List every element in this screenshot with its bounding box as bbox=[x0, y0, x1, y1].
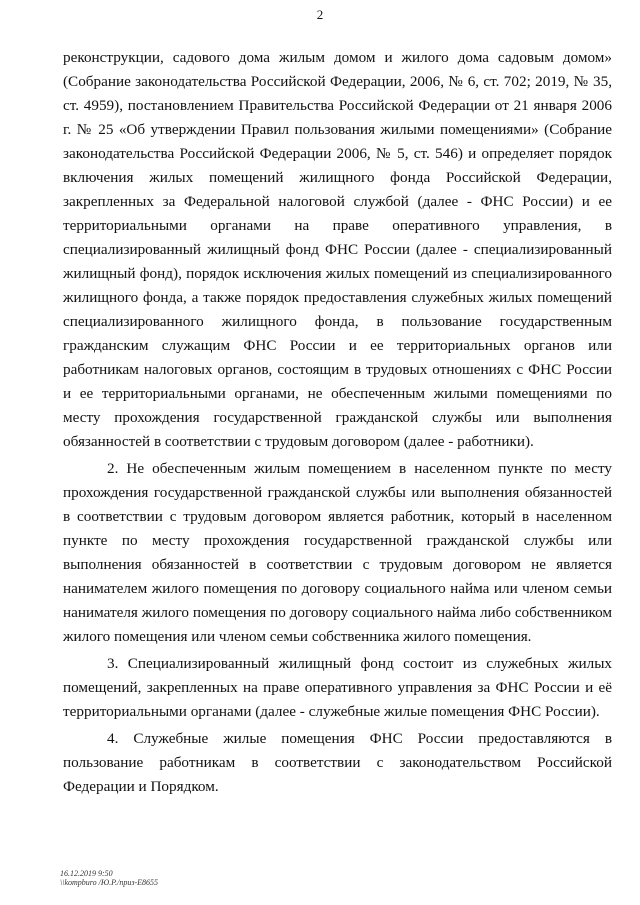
paragraph-1-continuation: реконструкции, садового дома жилым домом и жилого дома садовым домом» (Собрание законодательства Российской Федерации, 2006, № 6, ст. 702; 2019, № 35, ст. 4959), постановлением Правительства Российской Федерации от 21 января 2006 г. № 25 «Об утверждении Правил пользования жилыми помещениями» (Собрание законодательства Российской Федерации 2006, № 5, ст. 546) и определяет порядок включения жилых помещений жилищного фонда Российской Федерации, закрепленных за Федеральной налоговой службой (далее - ФНС России) и ее территориальными органами на праве оперативного управления, в специализированный жилищный фонд ФНС России (далее - специализированный жилищный фонд), порядок исключения жилых помещений из специализированного жилищного фонда, а также порядок предоставления служебных жилых помещений специализированного жилищного фонда, в пользование государственным гражданским служащим ФНС России и ее территориальных органов или работникам налоговых органов, состоящим в трудовых отношениях с ФНС России и ее территориальными органами, не обеспеченным жилыми помещениями по месту прохождения государственной гражданской службы или выполнения обязанностей в соответствии с трудовым договором (далее - работники). bbox=[63, 49, 612, 450]
print-file-path: \\kompburo /Ю.Р./приз-Е8655 bbox=[60, 878, 159, 887]
print-timestamp: 16.12.2019 9:50 bbox=[60, 869, 113, 878]
page-number: 2 bbox=[316, 7, 324, 22]
paragraph-4: 4. Служебные жилые помещения ФНС России предоставляются в пользование работникам в соответствии с законодательством Российской Федерации и Порядком. bbox=[63, 730, 612, 795]
paragraph-2: 2. Не обеспеченным жилым помещением в населенном пункте по месту прохождения государственной гражданской службы или выполнения обязанностей в соответствии с трудовым договором является работник, который в населенном пункте по месту прохождения государственной гражданской службы или выполнения обязанностей в соответствии с трудовым договором не является нанимателем жилого помещения по договору социального найма или членом семьи нанимателя жилого помещения по договору социального найма либо собственником жилого помещения или членом семьи собственника жилого помещения. bbox=[63, 460, 612, 645]
document-body bbox=[63, 46, 612, 802]
print-stamp-footer bbox=[60, 869, 158, 887]
paragraph-3: 3. Специализированный жилищный фонд состоит из служебных жилых помещений, закрепленных на праве оперативного управления за ФНС России и её территориальными органами (далее - служебные жилые помещения ФНС России). bbox=[63, 655, 612, 720]
